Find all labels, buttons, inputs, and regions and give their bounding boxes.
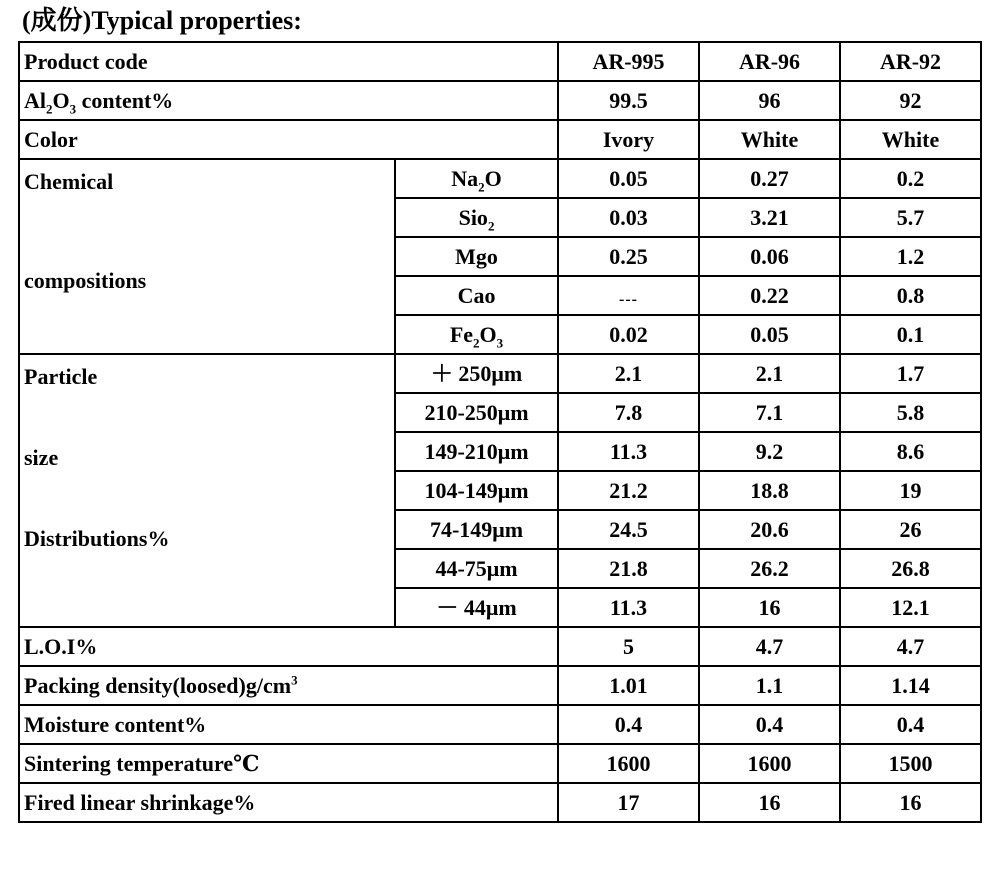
particle-range: 74-149μm [395, 510, 558, 549]
particle-range: 104-149μm [395, 471, 558, 510]
table-cell: 26.8 [840, 549, 981, 588]
table-cell: 99.5 [558, 81, 699, 120]
table-cell: 7.8 [558, 393, 699, 432]
properties-table [18, 41, 982, 823]
table-cell: 8.6 [840, 432, 981, 471]
particle-size-label [19, 354, 395, 627]
table-cell: 0.22 [699, 276, 840, 315]
table-cell: 16 [840, 783, 981, 822]
group-label: size [24, 445, 59, 470]
table-cell [558, 276, 699, 315]
table-cell: 0.2 [840, 159, 981, 198]
table-cell: 9.2 [699, 432, 840, 471]
chemical-name: $Na_2O$ [395, 159, 558, 198]
table-cell: 0.4 [699, 705, 840, 744]
table-row [19, 354, 981, 393]
table-row [19, 783, 981, 822]
group-label: compositions [24, 268, 147, 293]
table-cell: 5.7 [840, 198, 981, 237]
empty-value-dash: --- [619, 291, 638, 308]
particle-range: 44-75μm [395, 549, 558, 588]
table-cell: 21.8 [558, 549, 699, 588]
particle-range: ＋ 250μm [395, 354, 558, 393]
table-cell: 20.6 [699, 510, 840, 549]
table-cell: 16 [699, 588, 840, 627]
table-cell: 1.7 [840, 354, 981, 393]
table-cell: 96 [699, 81, 840, 120]
table-row [19, 120, 981, 159]
table-cell: White [840, 120, 981, 159]
chemical-name: Cao [395, 276, 558, 315]
table-cell: 1.01 [558, 666, 699, 705]
product-code-label: Product code [19, 42, 558, 81]
alumina-content-label: $Al_2O_3$ content% [19, 81, 558, 120]
particle-range: 210-250μm [395, 393, 558, 432]
group-label: Chemical [24, 169, 114, 194]
table-cell: 26 [840, 510, 981, 549]
table-row [19, 81, 981, 120]
table-cell: 11.3 [558, 588, 699, 627]
table-cell: 0.25 [558, 237, 699, 276]
table-cell: 2.1 [699, 354, 840, 393]
table-cell: White [699, 120, 840, 159]
table-cell: 0.4 [840, 705, 981, 744]
color-label: Color [19, 120, 558, 159]
table-row [19, 666, 981, 705]
table-row [19, 159, 981, 198]
table-cell: 19 [840, 471, 981, 510]
group-label: Particle [24, 364, 98, 389]
fired-linear-shrinkage-label: Fired linear shrinkage% [19, 783, 558, 822]
table-cell: 4.7 [699, 627, 840, 666]
moisture-content-label: Moisture content% [19, 705, 558, 744]
product-ar96: AR-96 [699, 42, 840, 81]
table-cell: 0.05 [558, 159, 699, 198]
particle-range: － 44μm [395, 588, 558, 627]
table-row [19, 705, 981, 744]
particle-range: 149-210μm [395, 432, 558, 471]
table-cell: 3.21 [699, 198, 840, 237]
packing-density-label: Packing $density(loosed)g/cm^3$ [19, 666, 558, 705]
table-cell: 0.1 [840, 315, 981, 354]
table-cell: 1600 [699, 744, 840, 783]
table-cell: 4.7 [840, 627, 981, 666]
table-cell: 0.02 [558, 315, 699, 354]
table-cell: 0.05 [699, 315, 840, 354]
table-cell: 26.2 [699, 549, 840, 588]
product-ar92: AR-92 [840, 42, 981, 81]
table-cell: 0.27 [699, 159, 840, 198]
table-cell: 1.1 [699, 666, 840, 705]
chemical-compositions-label [19, 159, 395, 354]
table-cell: 1.14 [840, 666, 981, 705]
table-cell: 5 [558, 627, 699, 666]
table-cell: 18.8 [699, 471, 840, 510]
table-cell: 16 [699, 783, 840, 822]
table-row [19, 627, 981, 666]
table-cell: 7.1 [699, 393, 840, 432]
table-cell: 17 [558, 783, 699, 822]
table-cell: 21.2 [558, 471, 699, 510]
table-row [19, 744, 981, 783]
chemical-name: $Fe_2O_3$ [395, 315, 558, 354]
table-cell: 5.8 [840, 393, 981, 432]
table-cell: 92 [840, 81, 981, 120]
page-title: (成份)Typical properties: [22, 6, 302, 35]
table-cell: 12.1 [840, 588, 981, 627]
table-cell: 2.1 [558, 354, 699, 393]
table-cell: 1500 [840, 744, 981, 783]
sintering-temperature-label: Sintering temperature℃ [19, 744, 558, 783]
table-cell: 11.3 [558, 432, 699, 471]
table-cell: Ivory [558, 120, 699, 159]
table-cell: 1.2 [840, 237, 981, 276]
table-cell: 1600 [558, 744, 699, 783]
table-cell: 0.4 [558, 705, 699, 744]
table-cell: 24.5 [558, 510, 699, 549]
chemical-name: Sio$_2$ [395, 198, 558, 237]
table-cell: 0.8 [840, 276, 981, 315]
table-header-row [19, 42, 981, 81]
table-cell: 0.06 [699, 237, 840, 276]
chemical-name: Mgo [395, 237, 558, 276]
table-cell: 0.03 [558, 198, 699, 237]
group-label: Distributions% [24, 526, 170, 551]
product-ar995: AR-995 [558, 42, 699, 81]
loi-label: L.O.I% [19, 627, 558, 666]
